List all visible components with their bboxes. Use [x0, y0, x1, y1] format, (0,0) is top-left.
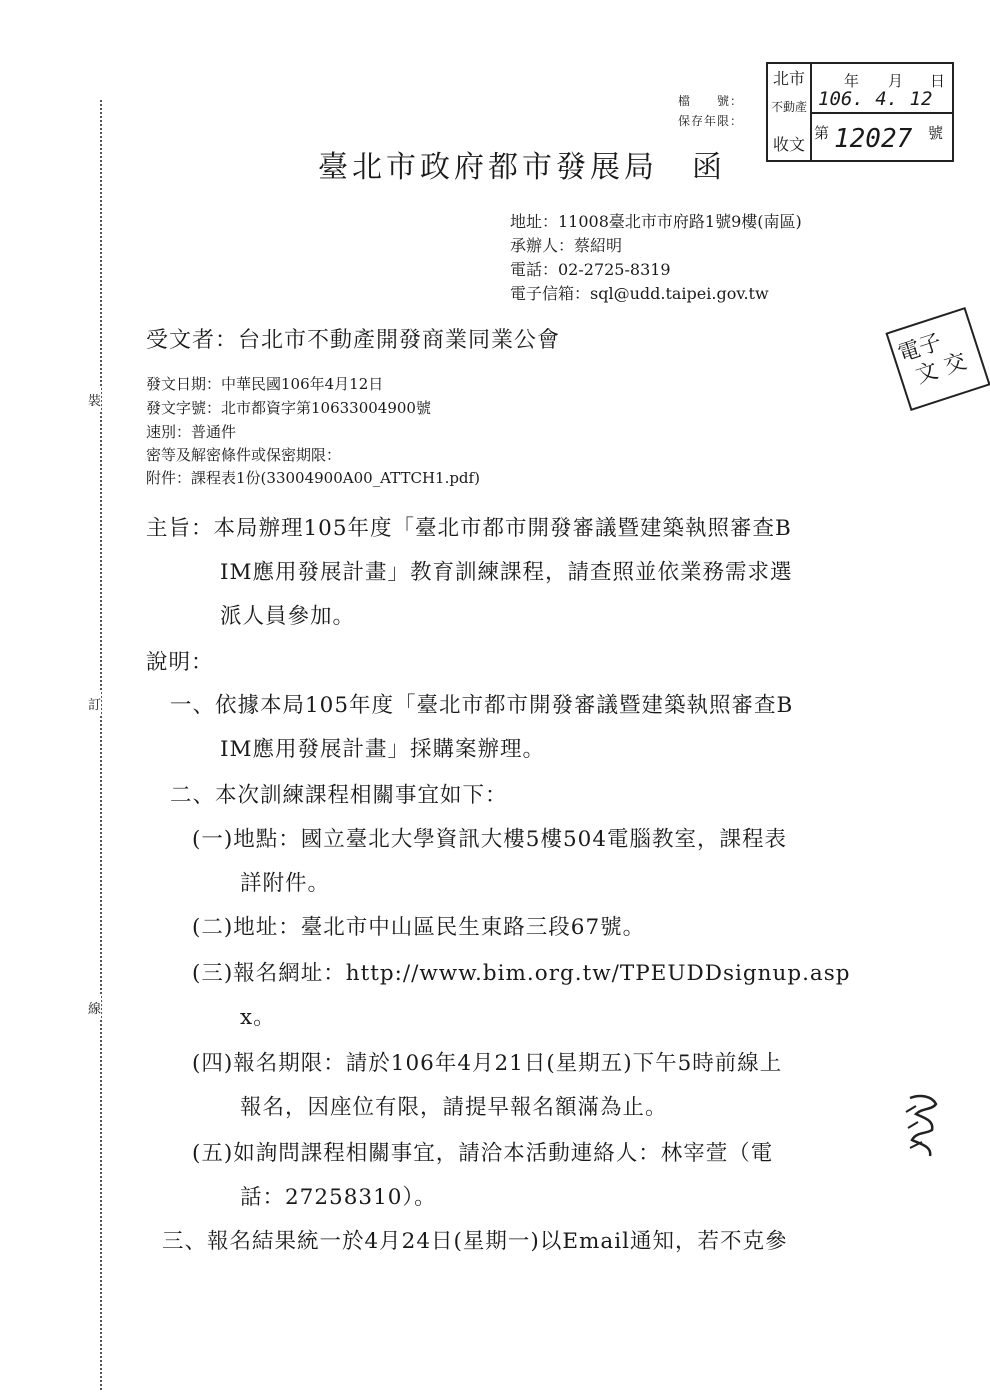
stamp-date-handwritten: 106. 4. 12: [818, 88, 933, 110]
file-number-label: 檔 號：: [678, 94, 744, 108]
corner-stamp-line-3: 交: [941, 349, 970, 380]
stamp-number-handwritten: 12027: [834, 124, 913, 154]
stamp-date-row: [810, 64, 952, 114]
subitem-2-line-1: (二)地址：臺北市中山區民生東路三段67號。: [192, 915, 646, 940]
receipt-stamp: [766, 62, 954, 162]
corner-stamp-line-2: 文: [912, 358, 942, 389]
retention-period-label: 保存年限：: [678, 114, 744, 128]
subitem-3-line-1: (三)報名網址：http://www.bim.org.tw/TPEUDDsignup.asp: [192, 961, 851, 986]
item-3-line-1: 三、報名結果統一於4月24日(星期一)以Email通知，若不克參: [162, 1229, 788, 1254]
stamp-no-suffix: 號: [928, 124, 944, 142]
stamp-day-char: 日: [930, 72, 946, 90]
speed-category: 速別：普通件: [146, 423, 237, 441]
stamp-month-char: 月: [888, 72, 904, 90]
stamp-org-top: 北市: [772, 69, 805, 88]
subitem-4-line-1: (四)報名期限：請於106年4月21日(星期五)下午5時前線上: [192, 1051, 783, 1076]
subitem-1-line-2: 詳附件。: [240, 871, 331, 896]
item-2-heading: 二、本次訓練課程相關事宜如下：: [170, 783, 508, 808]
stamp-received-label: 收文: [772, 135, 805, 154]
stamp-no-prefix: 第: [814, 124, 830, 142]
margin-char-ding: 訂: [88, 692, 101, 715]
office-address: 地址：11008臺北市市府路1號9樓(南區): [510, 212, 802, 231]
subitem-1-line-1: (一)地點：國立臺北大學資訊大樓5樓504電腦教室，課程表: [192, 827, 787, 852]
subitem-5-line-1: (五)如詢問課程相關事宜，請洽本活動連絡人：林宰萱（電: [192, 1141, 774, 1166]
subitem-3-line-2: x。: [240, 1005, 276, 1030]
subject-line-2: IM應用發展計畫」教育訓練課程，請查照並依業務需求選: [220, 560, 793, 585]
binding-margin-line: [100, 100, 102, 1390]
contact-email: 電子信箱：sql@udd.taipei.gov.tw: [510, 284, 769, 303]
stamp-org-middle: 不動產: [770, 100, 807, 114]
contact-person: 承辦人：蔡紹明: [510, 236, 623, 255]
explanation-label: 說明：: [146, 650, 214, 675]
document-number: 發文字號：北市都資字第10633004900號: [146, 399, 431, 417]
stamp-year-char: 年: [844, 72, 860, 90]
margin-char-xian: 線: [88, 996, 101, 1019]
issue-date: 發文日期：中華民國106年4月12日: [146, 375, 384, 393]
partial-seal-mark: [902, 1092, 942, 1162]
margin-char-zhuang: 裝: [88, 388, 101, 411]
contact-phone: 電話：02-2725-8319: [510, 260, 671, 279]
subject-line-3: 派人員參加。: [220, 604, 356, 629]
document-title: 臺北市政府都市發展局 函: [318, 150, 726, 185]
item-1-line-2: IM應用發展計畫」採購案辦理。: [220, 737, 546, 762]
subitem-5-line-2: 話：27258310）。: [240, 1185, 437, 1210]
corner-stamp-line-1: 電子: [895, 329, 945, 368]
recipient-line: 受文者：台北市不動產開發商業同業公會: [146, 328, 561, 353]
secrecy-level: 密等及解密條件或保密期限：: [146, 446, 342, 464]
subitem-4-line-2: 報名，因座位有限，請提早報名額滿為止。: [240, 1095, 668, 1120]
electronic-document-stamp: [885, 307, 990, 411]
item-1-line-1: 一、依據本局105年度「臺北市都市開發審議暨建築執照審查B: [170, 693, 794, 718]
subject-line-1: 主旨：本局辦理105年度「臺北市都市開發審議暨建築執照審查B: [146, 516, 792, 541]
attachment-line: 附件：課程表1份(33004900A00_ATTCH1.pdf): [146, 469, 480, 487]
